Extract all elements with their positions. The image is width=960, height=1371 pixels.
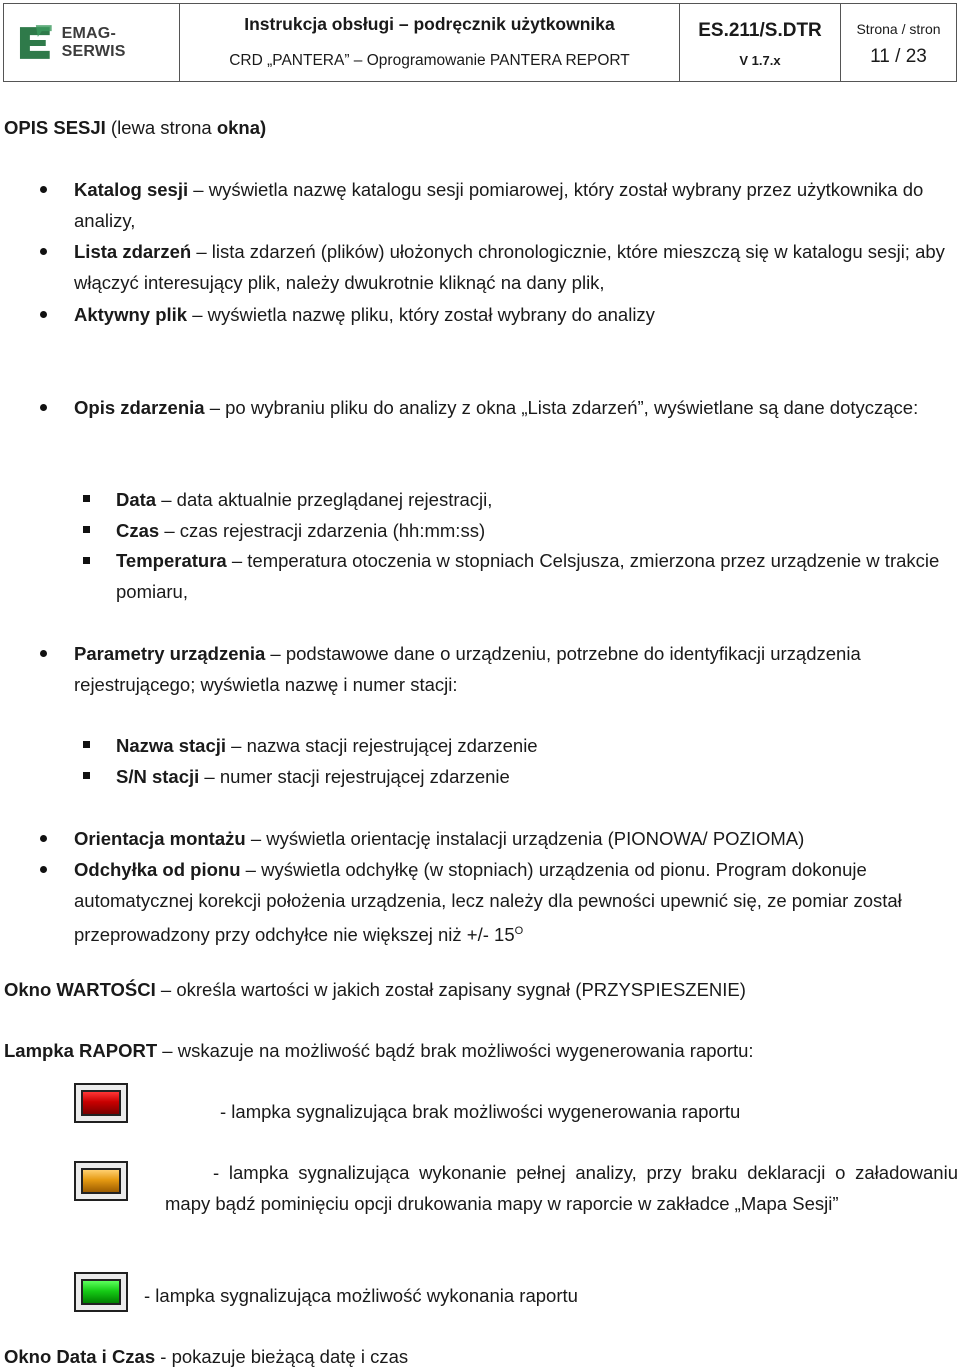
- section-heading: OPIS SESJI (lewa strona okna): [4, 117, 267, 138]
- document-title: Instrukcja obsługi – podręcznik użytkownika: [244, 14, 615, 34]
- bullet: [40, 248, 47, 255]
- page-label: Strona / stron: [856, 21, 941, 37]
- bullet: [40, 866, 47, 873]
- bullet: [40, 404, 47, 411]
- sub-item-temperatura: Temperatura – temperatura otoczenia w stopniach Celsjusza, zmierzona przez urządzenie w trakcie pomiaru,: [116, 550, 940, 602]
- company-logo: [4, 4, 180, 81]
- header-code-cell: [680, 4, 841, 81]
- square-bullet: [83, 557, 90, 564]
- bullet: [40, 311, 47, 318]
- bullet: [40, 835, 47, 842]
- list-item-katalog-sesji: Katalog sesji – wyświetla nazwę katalogu sesji pomiarowej, który został wybrany przez użytkownika do analizy,: [74, 179, 924, 231]
- list-item-odchylka-od-pionu: Odchyłka od pionu – wyświetla odchyłkę (w stopniach) urządzenia od pionu. Program dokonuje automatycznej korekcji położenia urządzenia, lecz należy dla pewności upewnić się, ze pomiar został przeprowadzony przy odchyłce nie większej niż +/- $15^O$: [74, 859, 902, 946]
- bullet: [40, 650, 47, 657]
- orange-lamp-description: - lampka sygnalizująca wykonanie pełnej analizy, przy braku deklaracji o załadowaniu mapy bądź pominięciu opcji drukowania mapy w raporcie w zakładce „Mapa Sesji”: [165, 1162, 958, 1214]
- values-window-line: Okno WARTOŚCI – określa wartości w jakich został zapisany sygnał (PRZYSPIESZENIE): [4, 979, 746, 1000]
- page-number: 11 / 23: [870, 46, 927, 67]
- orange-lamp-icon: [74, 1161, 128, 1201]
- square-bullet: [83, 526, 90, 533]
- list-item-aktywny-plik: Aktywny plik – wyświetla nazwę pliku, który został wybrany do analizy: [74, 304, 655, 325]
- sub-item-nazwa-stacji: Nazwa stacji – nazwa stacji rejestrującej zdarzenie: [116, 735, 538, 756]
- document-subtitle: CRD „PANTERA” – Oprogramowanie PANTERA REPORT: [229, 52, 630, 69]
- list-item-opis-zdarzenia: Opis zdarzenia – po wybraniu pliku do analizy z okna „Lista zdarzeń”, wyświetlane są dane dotyczące:: [74, 397, 919, 418]
- red-lamp-icon: [74, 1083, 128, 1123]
- bullet: [40, 186, 47, 193]
- sub-item-sn-stacji: S/N stacji – numer stacji rejestrującej zdarzenie: [116, 766, 510, 787]
- sub-item-czas: Czas – czas rejestracji zdarzenia (hh:mm:ss): [116, 520, 486, 541]
- square-bullet: [83, 772, 90, 779]
- header-page-cell: [841, 4, 956, 81]
- list-item-lista-zdarzen: Lista zdarzeń – lista zdarzeń (plików) ułożonych chronologicznie, które mieszczą się w katalogu sesji; aby włączyć interesujący plik, należy dwukrotnie kliknąć na dany plik,: [74, 241, 945, 293]
- green-lamp-description: - lampka sygnalizująca możliwość wykonania raportu: [144, 1285, 578, 1306]
- red-lamp-description: - lampka sygnalizująca brak możliwości wygenerowania raportu: [220, 1101, 741, 1122]
- header-title-cell: [180, 4, 680, 81]
- document-header: [3, 3, 957, 82]
- document-version: V 1.7.x: [739, 53, 781, 68]
- square-bullet: [83, 495, 90, 502]
- list-item-parametry-urzadzenia: Parametry urządzenia – podstawowe dane o urządzeniu, potrzebne do identyfikacji urządzenia rejestrującego; wyświetla nazwę i numer stacji:: [74, 643, 861, 695]
- date-time-line: Okno Data i Czas - pokazuje bieżącą datę i czas: [4, 1346, 409, 1367]
- company-name: EMAG-SERWIS: [61, 24, 126, 60]
- document-code: ES.211/S.DTR: [698, 20, 822, 41]
- green-lamp-icon: [74, 1272, 128, 1312]
- emag-logo-icon: [16, 23, 56, 63]
- sub-item-data: Data – data aktualnie przeglądanej rejestracji,: [116, 489, 493, 510]
- list-item-orientacja-montazu: Orientacja montażu – wyświetla orientację instalacji urządzenia (PIONOWA/ POZIOMA): [74, 828, 805, 849]
- square-bullet: [83, 741, 90, 748]
- report-lamp-line: Lampka RAPORT – wskazuje na możliwość bądź brak możliwości wygenerowania raportu:: [4, 1040, 754, 1061]
